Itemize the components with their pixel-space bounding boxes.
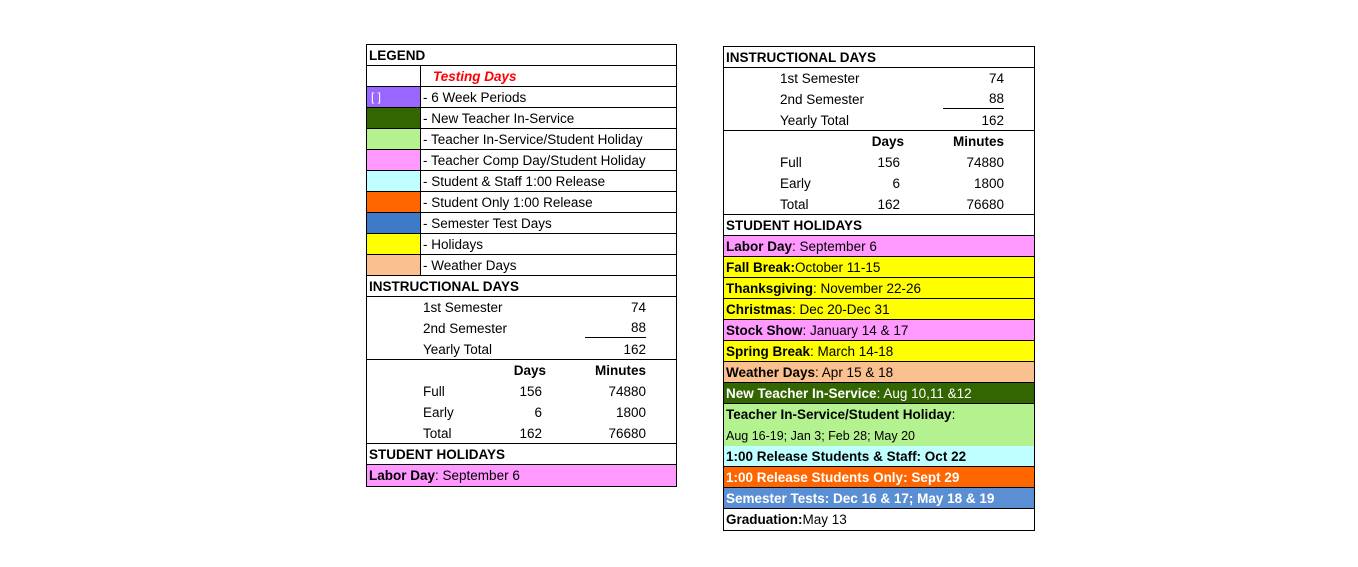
new-teacher-row xyxy=(724,383,1034,404)
sem2-row xyxy=(724,89,1034,110)
minutes-header: Minutes xyxy=(594,363,646,378)
graduation-value: May 13 xyxy=(802,512,847,527)
release-students-row xyxy=(724,467,1034,488)
student-holidays-title: STUDENT HOLIDAYS xyxy=(367,444,676,465)
new-teacher-value: : Aug 10,11 &12 xyxy=(876,385,972,401)
legend-label: - Holidays xyxy=(423,236,484,252)
fall-break-value: October 11-15 xyxy=(795,259,881,275)
legend-item xyxy=(367,108,676,129)
inservice-dates: Aug 16-19; Jan 3; Feb 28; May 20 xyxy=(726,428,916,443)
total-row xyxy=(724,110,1034,131)
christmas-row xyxy=(724,299,1034,320)
early-row xyxy=(724,173,1034,194)
legend-label: - New Teacher In-Service xyxy=(423,110,575,126)
weather-days-key: Weather Days xyxy=(726,364,816,380)
full-days: 156 xyxy=(877,155,900,170)
sem1-value: 74 xyxy=(630,300,646,315)
inservice-sep: : xyxy=(951,407,956,422)
labor-day-key: Labor Day xyxy=(369,468,436,483)
sem2-label: 2nd Semester xyxy=(423,321,508,336)
sum-row xyxy=(724,194,1034,215)
instructional-title-right: INSTRUCTIONAL DAYS xyxy=(724,47,1034,68)
sem2-row xyxy=(367,318,676,339)
spring-break-key: Spring Break xyxy=(726,343,811,359)
student-holidays-title-right: STUDENT HOLIDAYS xyxy=(724,215,1034,236)
fall-break-key: Fall Break: xyxy=(726,259,796,275)
days-header-row xyxy=(724,131,1034,152)
early-label: Early xyxy=(423,405,454,420)
legend-table xyxy=(366,44,677,487)
legend-swatch-light-green xyxy=(367,129,421,149)
minutes-header: Minutes xyxy=(952,134,1004,149)
inservice-dates-row xyxy=(724,425,1034,446)
release-students-text: 1:00 Release Students Only: Sept 29 xyxy=(726,469,960,485)
full-row xyxy=(367,381,676,402)
christmas-value: : Dec 20-Dec 31 xyxy=(792,301,890,317)
full-label: Full xyxy=(780,155,802,170)
sem1-value: 74 xyxy=(988,71,1004,86)
new-teacher-key: New Teacher In-Service xyxy=(726,385,877,401)
spring-break-value: : March 14-18 xyxy=(810,343,894,359)
sum-minutes: 76680 xyxy=(608,425,646,441)
stock-show-row xyxy=(724,320,1034,341)
labor-day-key: Labor Day xyxy=(726,238,793,254)
sem1-row xyxy=(724,68,1034,89)
early-label: Early xyxy=(780,176,811,191)
days-header-row xyxy=(367,360,676,381)
days-header: Days xyxy=(871,134,904,149)
legend-swatch-cyan xyxy=(367,171,421,191)
sem2-value: 88 xyxy=(585,318,646,338)
legend-label: - Student Only 1:00 Release xyxy=(423,194,593,210)
early-minutes: 1800 xyxy=(973,176,1004,191)
semester-tests-text: Semester Tests: Dec 16 & 17; May 18 & 19 xyxy=(726,490,995,506)
legend-swatch-yellow xyxy=(367,234,421,254)
sem1-label: 1st Semester xyxy=(780,71,860,86)
sum-label: Total xyxy=(780,196,809,212)
legend-swatch-empty xyxy=(367,66,421,86)
inservice-row xyxy=(724,404,1034,425)
release-all-row xyxy=(724,446,1034,467)
legend-swatch-purple: [ ] xyxy=(367,87,421,107)
weather-days-value: : Apr 15 & 18 xyxy=(815,364,894,380)
sem1-row xyxy=(367,297,676,318)
sum-label: Total xyxy=(423,425,452,441)
labor-day-row xyxy=(724,236,1034,257)
early-days: 6 xyxy=(892,176,900,191)
instructional-title: INSTRUCTIONAL DAYS xyxy=(367,276,676,297)
legend-swatch-dark-green xyxy=(367,108,421,128)
legend-item xyxy=(367,234,676,255)
full-days: 156 xyxy=(519,384,542,399)
release-all-text: 1:00 Release Students & Staff: Oct 22 xyxy=(726,448,967,464)
testing-days-label: Testing Days xyxy=(433,68,517,84)
total-value: 162 xyxy=(981,112,1004,128)
early-days: 6 xyxy=(534,405,542,420)
thanksgiving-value: : November 22-26 xyxy=(813,280,922,296)
total-value: 162 xyxy=(623,341,646,357)
graduation-key: Graduation: xyxy=(726,512,803,527)
sem2-label: 2nd Semester xyxy=(780,92,865,107)
sum-row xyxy=(367,423,676,444)
labor-day-value: : September 6 xyxy=(792,238,877,254)
legend-item xyxy=(367,192,676,213)
sum-days: 162 xyxy=(519,425,542,441)
early-minutes: 1800 xyxy=(615,405,646,420)
legend-title: LEGEND xyxy=(367,45,676,66)
thanksgiving-row xyxy=(724,278,1034,299)
full-minutes: 74880 xyxy=(966,155,1004,170)
labor-day-row xyxy=(367,465,676,486)
full-label: Full xyxy=(423,384,445,399)
legend-label: - Teacher In-Service/Student Holiday xyxy=(423,131,643,147)
legend-label: - 6 Week Periods xyxy=(423,89,527,105)
legend-item xyxy=(367,213,676,234)
legend-label: - Semester Test Days xyxy=(423,215,552,231)
full-minutes: 74880 xyxy=(608,384,646,399)
christmas-key: Christmas xyxy=(726,301,793,317)
early-row xyxy=(367,402,676,423)
total-label: Yearly Total xyxy=(780,112,850,128)
legend-item xyxy=(367,87,676,108)
legend-testing-row xyxy=(367,66,676,87)
legend-item xyxy=(367,255,676,276)
legend-label: - Student & Staff 1:00 Release xyxy=(423,173,606,189)
legend-swatch-blue xyxy=(367,213,421,233)
legend-item xyxy=(367,171,676,192)
inservice-key: Teacher In-Service/Student Holiday xyxy=(726,407,952,422)
days-header: Days xyxy=(513,363,546,378)
spring-break-row xyxy=(724,341,1034,362)
graduation-row xyxy=(724,509,1034,530)
legend-swatch-orange xyxy=(367,192,421,212)
weather-days-row xyxy=(724,362,1034,383)
thanksgiving-key: Thanksgiving xyxy=(726,280,814,296)
stock-show-key: Stock Show xyxy=(726,322,803,338)
legend-swatch-peach xyxy=(367,255,421,275)
stock-show-value: : January 14 & 17 xyxy=(802,322,909,338)
sem2-value: 88 xyxy=(943,89,1004,109)
legend-swatch-pink xyxy=(367,150,421,170)
total-label: Yearly Total xyxy=(423,341,493,357)
sum-minutes: 76680 xyxy=(966,196,1004,212)
labor-day-value: : September 6 xyxy=(435,468,520,483)
semester-tests-row xyxy=(724,488,1034,509)
fall-break-row xyxy=(724,257,1034,278)
holidays-table xyxy=(723,46,1035,531)
total-row xyxy=(367,339,676,360)
sum-days: 162 xyxy=(877,196,900,212)
legend-label: - Teacher Comp Day/Student Holiday xyxy=(423,152,646,168)
legend-item xyxy=(367,150,676,171)
sem1-label: 1st Semester xyxy=(423,300,503,315)
full-row xyxy=(724,152,1034,173)
legend-item xyxy=(367,129,676,150)
legend-label: - Weather Days xyxy=(423,257,517,273)
